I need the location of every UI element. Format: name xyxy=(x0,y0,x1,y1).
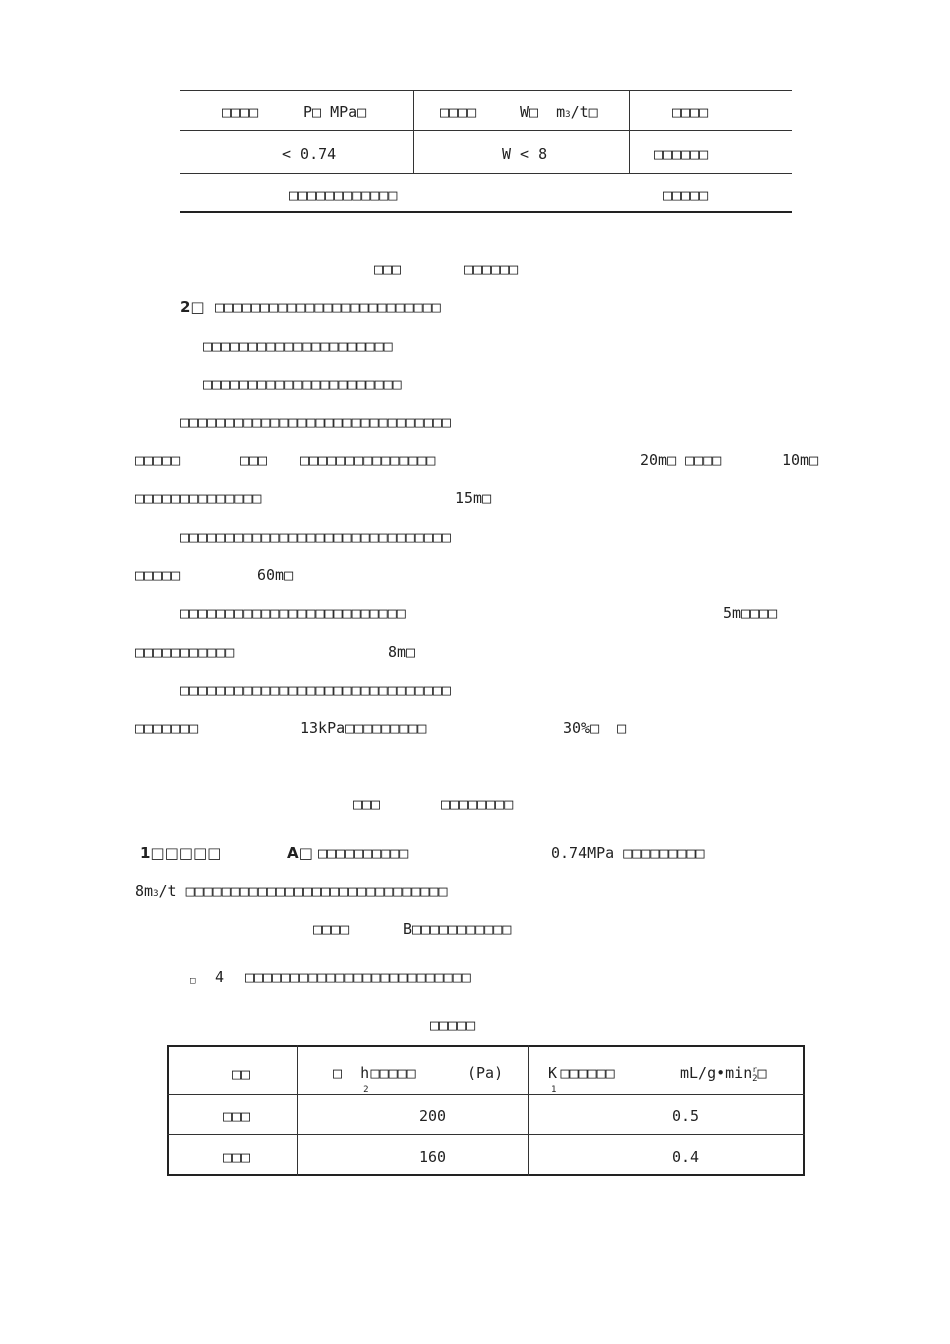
table-2-cell: 160 xyxy=(419,1148,447,1166)
table-1-header-cell: P□ MPa□ xyxy=(303,103,367,121)
table-1-header-cell: □□□□ xyxy=(672,103,709,121)
paragraph-line: □□□□□□□□□□□□□□□□□□□□□□□□□□□□□□ xyxy=(180,528,451,546)
paragraph-line: □□□ xyxy=(240,451,268,469)
table-1-rule xyxy=(180,130,792,131)
paragraph-line: 8m□ xyxy=(388,643,416,661)
table-2-cell: □□□ xyxy=(223,1148,251,1166)
paragraph-line: 30%□ □ xyxy=(563,719,627,737)
table-2-header-cell: $K_1□□□□□□$ xyxy=(548,1064,615,1095)
paragraph-line: □□□□□□□□□□□ xyxy=(135,643,235,661)
section-heading-number: □□□ xyxy=(353,795,381,813)
table-1-divider xyxy=(413,90,414,173)
table-2-header-cell: (Pa) xyxy=(467,1064,504,1082)
table-2-rule xyxy=(167,1134,805,1135)
paragraph-line: 8m3/t □□□□□□□□□□□□□□□□□□□□□□□□□□□□□ xyxy=(135,882,448,900)
table-caption: □□□□□ xyxy=(430,1016,476,1034)
paragraph-line: 13kPa□□□□□□□□□ xyxy=(300,719,427,737)
paragraph-marker: □ xyxy=(190,976,196,986)
paragraph-line: □□□□□□□□□□□□□□□□□□□□□□ xyxy=(203,375,402,393)
table-2-header-cell: □ $h_2□□□□□$ xyxy=(333,1064,416,1095)
paragraph-line: 60m□ xyxy=(257,566,294,584)
paragraph-line: □□□□□□□□□□□□□□□□□□□□□ xyxy=(203,337,393,355)
list-item-number: 2□ xyxy=(180,298,205,316)
table-1-cell: W < 8 xyxy=(502,145,548,163)
table-1-header-cell: W□ m3/t□ xyxy=(520,103,598,121)
table-2-cell: □□□ xyxy=(223,1107,251,1125)
table-1-bottom-rule xyxy=(180,211,792,213)
paragraph-line: 4 xyxy=(215,968,225,986)
paragraph-line: 15m□ xyxy=(455,489,492,507)
table-1-rule xyxy=(180,173,792,174)
table-2-divider xyxy=(297,1045,298,1176)
table-1-top-rule xyxy=(180,90,792,91)
paragraph-line: □□□□□□□□□□ xyxy=(318,844,409,862)
paragraph-line: A□ xyxy=(287,844,313,862)
paragraph-line: □□□□□□□□□□□□□□□□□□□□□□□□□ xyxy=(215,298,441,316)
table-1-header-cell: □□□□ xyxy=(440,103,477,121)
paragraph-line: □□□□□□□□□□□□□□ xyxy=(135,489,262,507)
table-2-cell: 0.5 xyxy=(672,1107,700,1125)
paragraph-line: □□□□□□□□□□□□□□□ xyxy=(300,451,436,469)
section-heading-title: □□□□□□□□ xyxy=(441,795,514,813)
table-1-divider xyxy=(629,90,630,173)
table-1-cell: < 0.74 xyxy=(282,145,337,163)
table-2-cell: 0.4 xyxy=(672,1148,700,1166)
paragraph-line: □□□□□ xyxy=(135,566,181,584)
table-2-cell: 200 xyxy=(419,1107,447,1125)
paragraph-line: 10m□ xyxy=(782,451,819,469)
paragraph-line: 5m□□□□ xyxy=(723,604,778,622)
paragraph-line: 0.74MPa □□□□□□□□□ xyxy=(551,844,705,862)
table-2-header-cell: □□ xyxy=(232,1065,251,1083)
paragraph-line: □□□□□□□□□□□□□□□□□□□□□□□□□ xyxy=(245,968,471,986)
list-item-number: 1□□□□□ xyxy=(140,844,222,862)
table-2-divider xyxy=(528,1045,529,1176)
table-1-header-cell: □□□□ xyxy=(222,103,259,121)
paragraph-line: B□□□□□□□□□□□ xyxy=(403,920,512,938)
paragraph-line: □□□□□ xyxy=(135,451,181,469)
paragraph-line: □□□□□□□□□□□□□□□□□□□□□□□□□□□□□□ xyxy=(180,413,451,431)
section-heading-title: □□□□□□ xyxy=(464,260,519,278)
paragraph-line: 20m□ □□□□ xyxy=(640,451,722,469)
paragraph-line: □□□□□□□ xyxy=(135,719,199,737)
table-2-header-cell: $mL/g•\min^r_2□$ xyxy=(680,1064,767,1084)
paragraph-line: □□□□□□□□□□□□□□□□□□□□□□□□□□□□□□ xyxy=(180,681,451,699)
table-1-cell: □□□□□ xyxy=(663,186,709,204)
table-1-cell: □□□□□□□□□□□□ xyxy=(289,186,398,204)
table-1-cell: □□□□□□ xyxy=(654,145,709,163)
table-2-rule xyxy=(167,1094,805,1095)
paragraph-line: □□□□□□□□□□□□□□□□□□□□□□□□□ xyxy=(180,604,406,622)
paragraph-line: □□□□ xyxy=(313,920,350,938)
section-heading-number: □□□ xyxy=(374,260,402,278)
